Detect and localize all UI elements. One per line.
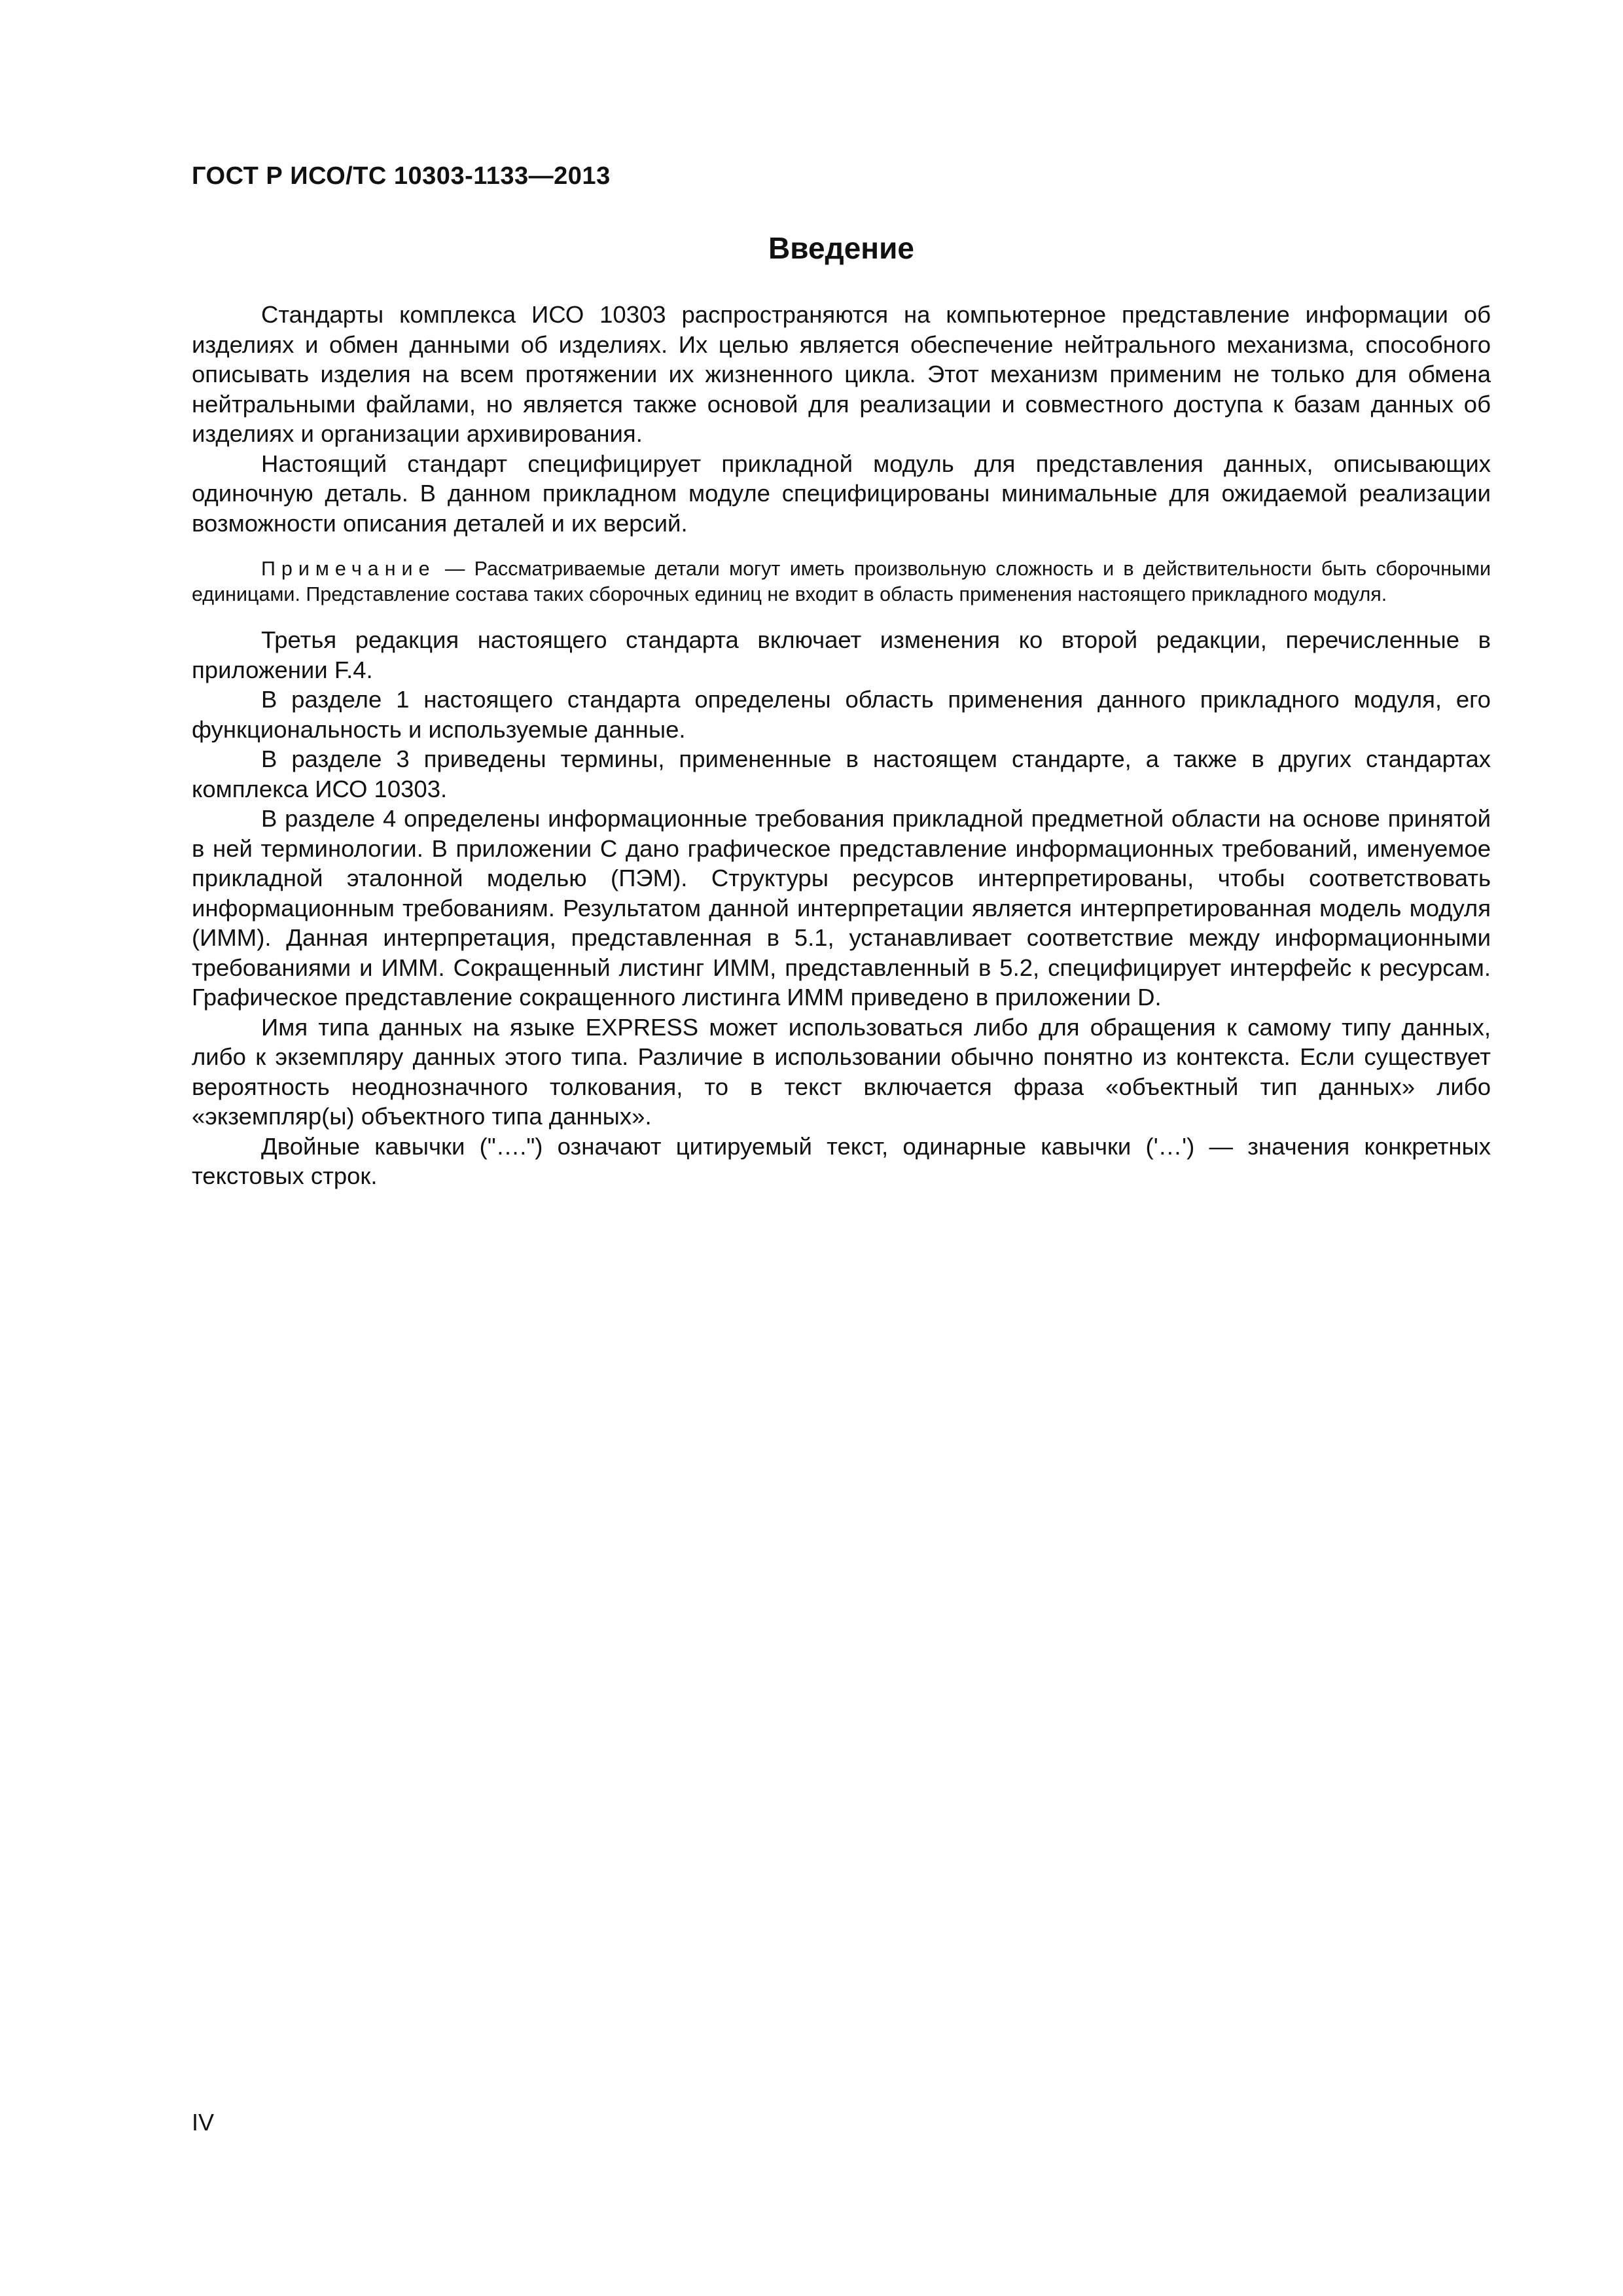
note (192, 556, 1491, 607)
paragraph: Стандарты комплекса ИСО 10303 распространяются на компьютерное представление информации об изделиях и обмен данными об изделиях. Их целью является обеспечение нейтрального механизма, способного описывать изделия на всем протяжении их жизненного цикла. Этот механизм применим не только для обмена нейтральными файлами, но является также основой для реализации и совместного доступа к базам данных об изделиях и организации архивирования. (192, 301, 1491, 447)
paragraph: Двойные кавычки ("….") означают цитируемый текст, одинарные кавычки ('…') — значения конкретных текстовых строк. (192, 1132, 1491, 1189)
document-id-header: ГОСТ Р ИСО/ТС 10303-1133—2013 (192, 162, 611, 190)
body-text (192, 300, 1491, 1191)
paragraph: В разделе 1 настоящего стандарта определены область применения данного прикладного модуля, его функциональность и используемые данные. (192, 686, 1491, 743)
note-separator: — (435, 558, 474, 580)
note-label: Примечание (261, 558, 436, 580)
section-title: Введение (768, 231, 914, 265)
note-text: Рассматриваемые детали могут иметь произвольную сложность и в действительности быть сборочными единицами. Представление состава таких сборочных единиц не входит в область применения настоящего прикладного модуля. (192, 558, 1491, 605)
paragraph: В разделе 4 определены информационные требования прикладной предметной области на основе принятой в ней терминологии. В приложении С дано графическое представление информационных требований, именуемое прикладной эталонной моделью (ПЭМ). Структуры ресурсов интерпретированы, чтобы соответствовать информационным требованиям. Результатом данной интерпретации является интерпретированная модель модуля (ИММ). Данная интерпретация, представленная в 5.1, устанавливает соответствие между информационными требованиями и ИММ. Сокращенный листинг ИММ, представленный в 5.2, специфицирует интерфейс к ресурсам. Графическое представление сокращенного листинга ИММ приведено в приложении D. (192, 805, 1491, 1011)
paragraph: В разделе 3 приведены термины, примененные в настоящем стандарте, а также в других стандартах комплекса ИСО 10303. (192, 745, 1491, 802)
paragraph: Настоящий стандарт специфицирует прикладной модуль для представления данных, описывающих одиночную деталь. В данном прикладном модуле специфицированы минимальные для ожидаемой реализации возможности описания деталей и их версий. (192, 450, 1491, 537)
paragraph: Третья редакция настоящего стандарта включает изменения ко второй редакции, перечисленные в приложении F.4. (192, 626, 1491, 683)
paragraph: Имя типа данных на языке EXPRESS может использоваться либо для обращения к самому типу данных, либо к экземпляру данных этого типа. Различие в использовании обычно понятно из контекста. Если существует вероятность неоднозначного толкования, то в текст включается фраза «объектный тип данных» либо «экземпляр(ы) объектного типа данных». (192, 1013, 1491, 1130)
page-number: IV (192, 2109, 215, 2136)
